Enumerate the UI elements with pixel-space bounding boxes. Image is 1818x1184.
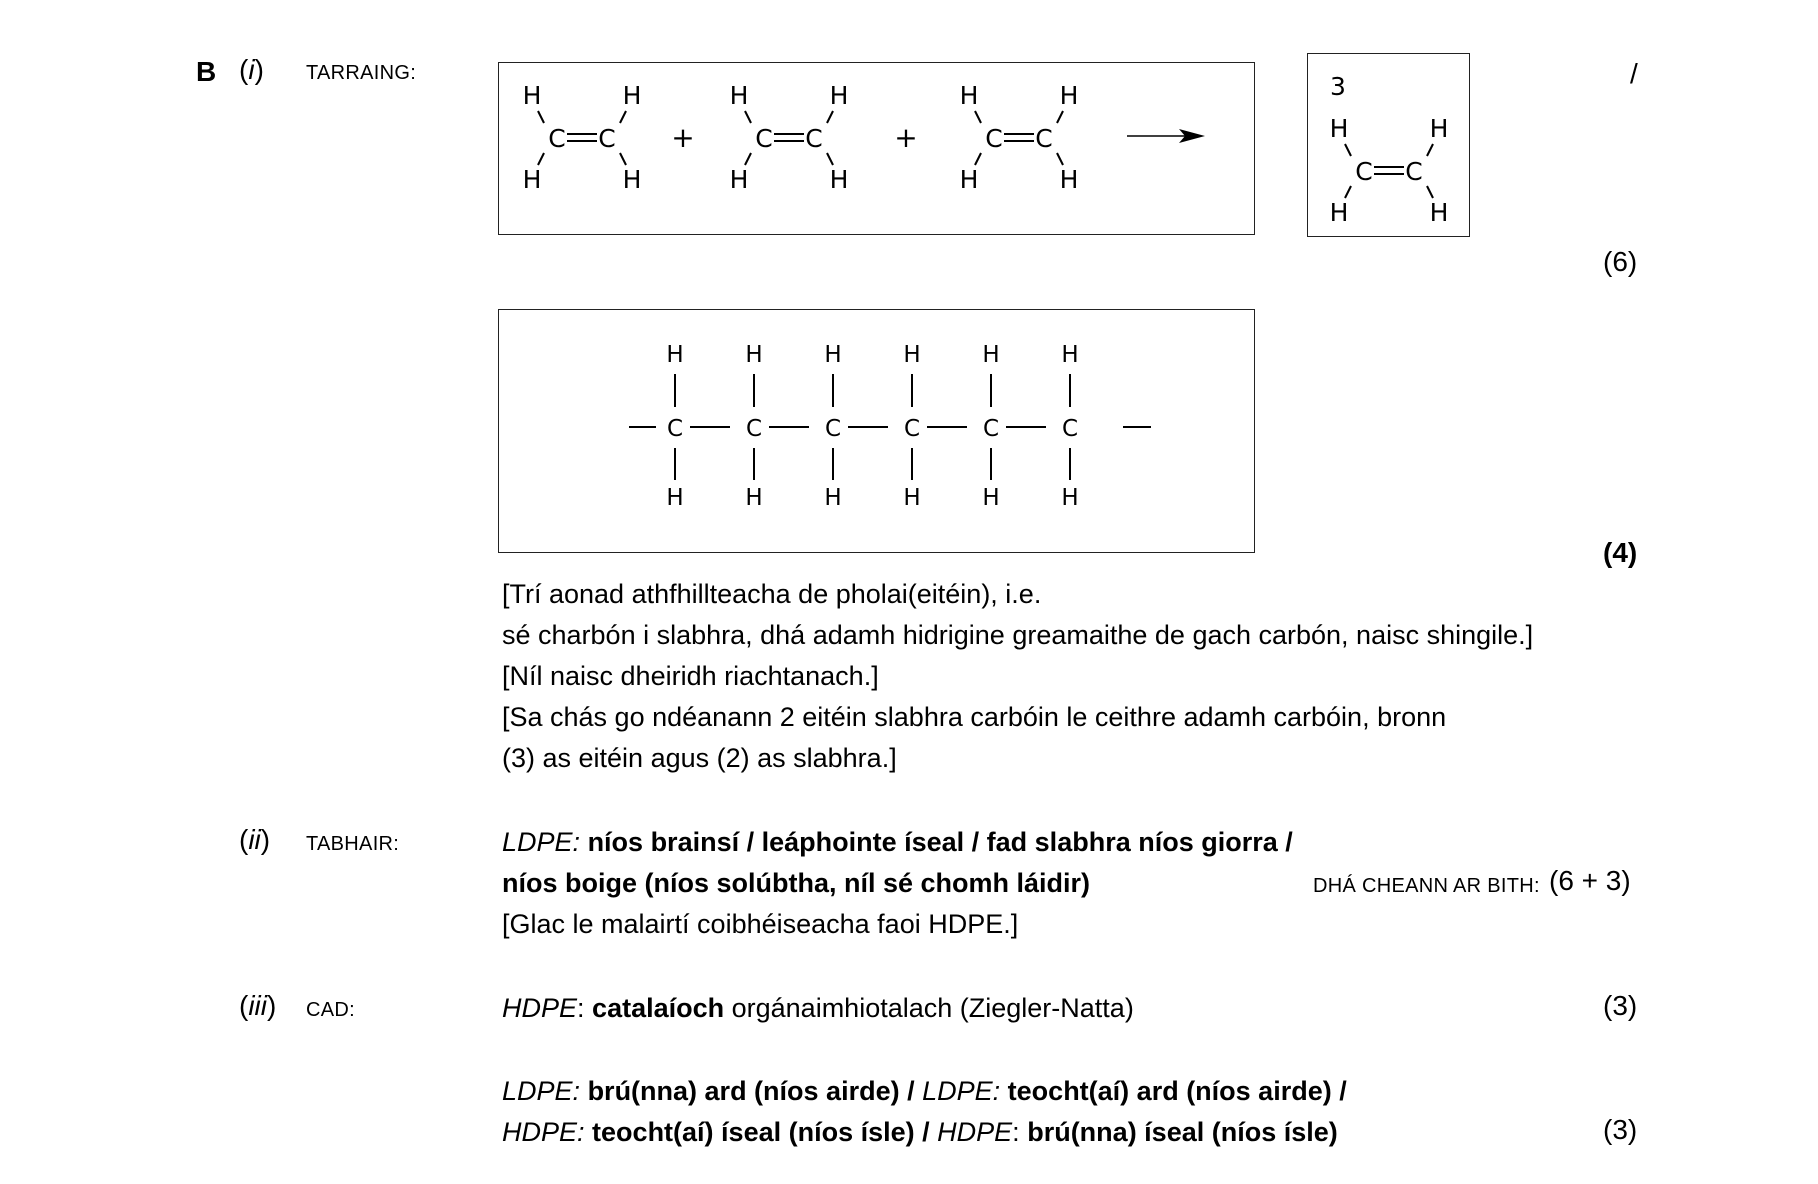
svg-text:H: H <box>903 485 921 511</box>
mark-6: (6) <box>1603 246 1638 277</box>
svg-text:H: H <box>666 342 684 368</box>
coefficient: 3 <box>1330 72 1346 101</box>
svg-text:H: H <box>522 165 542 194</box>
iii-line-2: LDPE: brú(nna) ard (níos airde) / LDPE: teocht(aí) ard (níos airde) / <box>502 1076 1347 1106</box>
ethene-reactants-diagram <box>499 63 1256 236</box>
svg-text:H: H <box>745 485 763 511</box>
svg-text:H: H <box>824 342 842 368</box>
ethene-molecule-2 <box>730 81 849 194</box>
ii-line-2: níos boige (níos solúbtha, níl sé chomh láidir) <box>502 868 1091 898</box>
reaction-arrow-icon <box>1127 129 1205 143</box>
svg-text:H: H <box>829 81 849 110</box>
svg-text:C: C <box>1061 416 1079 442</box>
svg-text:C: C <box>982 416 1000 442</box>
svg-text:H: H <box>1429 114 1449 143</box>
note-line: [Trí aonad athfhillteacha de pholai(eitéin), i.e. <box>502 579 1042 609</box>
svg-text:H: H <box>1061 342 1079 368</box>
carbon-unit-3 <box>824 342 888 511</box>
mark-6-plus-3: (6 + 3) <box>1549 865 1631 896</box>
note-line: [Sa chás go ndéanann 2 eitéin slabhra carbóin le ceithre adamh carbóin, bronn <box>502 702 1447 732</box>
section-letter: B <box>196 56 217 87</box>
plus-sign: + <box>894 121 918 154</box>
ethene-molecule-1 <box>523 81 642 194</box>
svg-text:H: H <box>959 81 979 110</box>
carbon-unit-2 <box>745 342 809 511</box>
svg-text:H: H <box>1059 81 1079 110</box>
svg-text:H: H <box>1061 485 1079 511</box>
ii-line-1: LDPE: níos brainsí / leáphointe íseal / fad slabhra níos giorra / <box>502 827 1293 857</box>
svg-text:H: H <box>982 342 1000 368</box>
mark-3a: (3) <box>1603 990 1638 1021</box>
svg-text:C: C <box>548 124 566 153</box>
carbon-unit-1 <box>666 342 730 511</box>
any-two-label: DHÁ CHEANN AR BITH: <box>1313 875 1540 897</box>
svg-text:H: H <box>829 165 849 194</box>
ethene-molecule-3 <box>960 81 1079 194</box>
svg-text:C: C <box>755 124 773 153</box>
slash-mark: / <box>1630 58 1638 89</box>
svg-text:H: H <box>729 81 749 110</box>
svg-text:H: H <box>522 81 542 110</box>
svg-text:C: C <box>1035 124 1053 153</box>
svg-text:C: C <box>824 416 842 442</box>
svg-text:C: C <box>805 124 823 153</box>
svg-text:C: C <box>903 416 921 442</box>
iii-line-1: HDPE: catalaíoch orgánaimhiotalach (Ziegler-Natta) <box>502 993 1134 1023</box>
polymer-box <box>498 309 1255 553</box>
svg-text:H: H <box>1329 198 1349 227</box>
svg-text:H: H <box>1329 114 1349 143</box>
note-line: (3) as eitéin agus (2) as slabhra.] <box>502 743 897 773</box>
svg-text:H: H <box>903 342 921 368</box>
ldpe-label: LDPE: <box>502 827 581 857</box>
svg-text:H: H <box>1059 165 1079 194</box>
ethene-answer-diagram <box>1308 54 1471 238</box>
svg-text:H: H <box>959 165 979 194</box>
svg-text:H: H <box>622 165 642 194</box>
mark-3b: (3) <box>1603 1114 1638 1145</box>
svg-text:H: H <box>666 485 684 511</box>
iii-line-3: HDPE: teocht(aí) íseal (níos ísle) / HDPE: brú(nna) íseal (níos ísle) <box>502 1117 1338 1147</box>
carbon-unit-5 <box>982 342 1046 511</box>
instruction-give: TABHAIR: <box>306 833 400 855</box>
svg-text:C: C <box>666 416 684 442</box>
reactants-box <box>498 62 1255 235</box>
svg-text:C: C <box>1355 157 1373 186</box>
note-line: [Níl naisc dheiridh riachtanach.] <box>502 661 879 691</box>
svg-text:H: H <box>729 165 749 194</box>
svg-text:H: H <box>745 342 763 368</box>
svg-text:C: C <box>598 124 616 153</box>
notes-block <box>502 574 1533 779</box>
part-number-iii: (iii) <box>239 990 277 1021</box>
svg-text:H: H <box>982 485 1000 511</box>
answer-box-ethene <box>1307 53 1470 237</box>
svg-text:H: H <box>824 485 842 511</box>
carbon-unit-4 <box>903 342 967 511</box>
carbon-unit-6 <box>1061 342 1078 511</box>
note-line: sé charbón i slabhra, dhá adamh hidrigine greamaithe de gach carbón, naisc shingile.] <box>502 620 1534 650</box>
svg-text:C: C <box>1405 157 1423 186</box>
ii-note: [Glac le malairtí coibhéiseacha faoi HDPE.] <box>502 909 1019 939</box>
plus-sign: + <box>671 121 695 154</box>
svg-text:C: C <box>745 416 763 442</box>
polyethene-diagram <box>499 310 1256 554</box>
part-number-ii: (ii) <box>239 824 271 855</box>
svg-text:C: C <box>985 124 1003 153</box>
instruction-what: CAD: <box>306 999 355 1021</box>
mark-4: (4) <box>1603 537 1638 568</box>
svg-text:H: H <box>622 81 642 110</box>
svg-text:H: H <box>1429 198 1449 227</box>
part-number-i: (i) <box>239 54 264 85</box>
instruction-draw: TARRAING: <box>306 62 417 84</box>
